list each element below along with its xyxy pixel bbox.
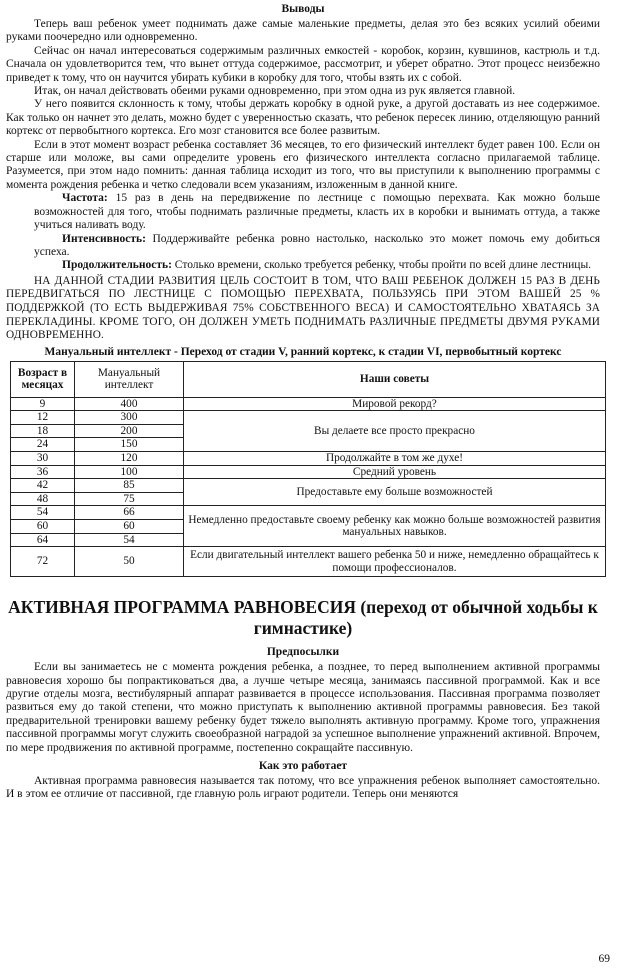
table-row	[11, 547, 606, 577]
cell-advice: Средний уровень	[184, 465, 606, 479]
table-row	[11, 397, 606, 411]
cell-iq: 100	[75, 465, 184, 479]
page-number: 69	[598, 953, 610, 965]
cell-age: 64	[11, 533, 75, 547]
duration-text: Столько времени, сколько требуется ребенку, чтобы пройти по всей длине лестницы.	[171, 259, 592, 272]
cell-age: 18	[11, 424, 75, 438]
cell-age: 24	[11, 438, 75, 452]
header-age: Возраст в месяцах	[11, 361, 75, 397]
cell-iq: 54	[75, 533, 184, 547]
subheading-how-it-works: Как это работает	[258, 760, 348, 773]
paragraph: Если в этот момент возраст ребенка составляет 36 месяцев, то его физический интеллект будет равен 100. Если он старше или моложе, вы сами определите уровень его физического интеллекта согласно прилагаемой таблице. Разумеется, при этом надо помнить: данная таблица исходит из того, что вы приступили к выполнению программы с момента рождения ребенка и четко следовали всем указаниям, изложенным в данной книге.	[6, 138, 600, 191]
goal-paragraph-caps: НА ДАННОЙ СТАДИИ РАЗВИТИЯ ЦЕЛЬ СОСТОИТ В ТОМ, ЧТО ВАШ РЕБЕНОК ДОЛЖЕН 15 РАЗ В ДЕНЬ ПЕРЕДВИГАТЬСЯ ПО ЛЕСТНИЦЕ С ПОМОЩЬЮ ПЕРЕХВАТА, ПОЛЬЗУЯСЬ ПРИ ЭТОМ ВАШЕЙ 25 % ПОДДЕРЖКОЙ (ТО ЕСТЬ ВЫДЕРЖИВАЯ 75% СОБСТВЕННОГО ВЕСА) И САМОСТОЯТЕЛЬНО ХВАТАЯСЬ ЗА ПЕРЕКЛАДИНЫ. КРОМЕ ТОГО, ОН ДОЛЖЕН УМЕТЬ ПОДНИМАТЬ РАЗЛИЧНЫЕ ПРЕДМЕТЫ ДВУМЯ РУКАМИ ОДНОВРЕМЕННО.	[6, 274, 600, 342]
frequency-text: 15 раз в день на передвижение по лестнице с помощью перехвата. Как можно больше возможностей для того, чтобы поднимать различные предметы, класть их в коробки и вынимать оттуда, а также учиться наливать воду.	[34, 192, 600, 232]
intensity-text: Поддерживайте ребенка ровно настолько, насколько это может помочь ему добиться успеха.	[34, 232, 600, 258]
manual-intelligence-table	[10, 361, 606, 578]
cell-iq: 60	[75, 520, 184, 534]
section-heading-conclusions: Выводы	[281, 3, 325, 15]
cell-age: 30	[11, 452, 75, 466]
cell-age: 60	[11, 520, 75, 534]
table-row	[11, 452, 606, 466]
table-row	[11, 465, 606, 479]
cell-iq: 300	[75, 411, 184, 425]
cell-age: 48	[11, 492, 75, 506]
paragraph: Итак, он начал действовать обеими руками одновременно, при этом одна из рук является главной.	[34, 85, 516, 98]
header-intelligence: Мануальный интеллект	[75, 361, 184, 397]
table-header-row	[11, 361, 606, 397]
duration-label: Продолжительность:	[62, 259, 172, 272]
cell-age: 12	[11, 411, 75, 425]
cell-iq: 150	[75, 438, 184, 452]
table-caption: Мануальный интеллект - Переход от стадии V, ранний кортекс, к стадии VI, первобытный кортекс	[44, 345, 562, 358]
subheading-prerequisites: Предпосылки	[266, 646, 340, 659]
cell-age: 42	[11, 479, 75, 493]
frequency-label: Частота:	[62, 192, 108, 205]
duration-paragraph	[34, 259, 600, 272]
cell-iq: 400	[75, 397, 184, 411]
cell-iq: 66	[75, 506, 184, 520]
cell-iq: 120	[75, 452, 184, 466]
cell-age: 72	[11, 547, 75, 577]
cell-age: 36	[11, 465, 75, 479]
frequency-paragraph	[34, 192, 600, 232]
intensity-label: Интенсивность:	[62, 232, 146, 245]
cell-advice: Немедленно предоставьте своему ребенку как можно больше возможностей развития мануальных навыков.	[184, 506, 606, 547]
cell-advice: Мировой рекорд?	[184, 397, 606, 411]
intensity-paragraph	[34, 233, 600, 260]
cell-advice: Если двигательный интеллект вашего ребенка 50 и ниже, немедленно обращайтесь к помощи профессионалов.	[184, 547, 606, 577]
cell-advice: Предоставьте ему больше возможностей	[184, 479, 606, 506]
cell-iq: 200	[75, 424, 184, 438]
header-advice: Наши советы	[184, 361, 606, 397]
cell-iq: 75	[75, 492, 184, 506]
paragraph: У него появится склонность к тому, чтобы держать коробку в одной руке, а другой доставать из нее содержимое. Как только он начнет это делать, можно будет с уверенностью сказать, что ребенок пересек линию, отделяющую ранний кортекс от первобытного кортекса. Его мозг становится все более развитым.	[6, 98, 600, 138]
paragraph: Активная программа равновесия называется так потому, что все упражнения ребенок выполняет самостоятельно. И в этом ее отличие от пассивной, где главную роль играют родители. Теперь они меняются	[6, 775, 600, 801]
cell-iq: 50	[75, 547, 184, 577]
table-row	[11, 506, 606, 520]
paragraph: Теперь ваш ребенок умеет поднимать даже самые маленькие предметы, делая это без всяких усилий обеими руками поочередно или одновременно.	[6, 18, 600, 44]
paragraph: Сейчас он начал интересоваться содержимым различных емкостей - коробок, корзин, кувшинов, кастрюль и т.д. Сначала он удовлетворится тем, что вынет оттуда содержимое, рассмотрит, и уберет обратно. Этот процесс неизбежно приведет к тому, что он научится убирать кубики в коробку для того, чтобы взять их с собой.	[6, 44, 600, 84]
cell-advice: Продолжайте в том же духе!	[184, 452, 606, 466]
table-row	[11, 411, 606, 425]
cell-age: 9	[11, 397, 75, 411]
cell-advice: Вы делаете все просто прекрасно	[184, 411, 606, 452]
paragraph: Если вы занимаетесь не с момента рождения ребенка, а позднее, то перед выполнением активной программы равновесия хорошо бы попрактиковаться два, а лучше четыре месяца, занимаясь пассивной программой. Как и все другие отделы мозга, вестибулярный аппарат развивается в процессе использования. Пассивная программа позволяет развиться ему до такой степени, что можно приступать к выполнению активной программы равновесия. Без такой предварительной тренировки вашему ребенку будет тяжело выполнять активную программу. Кроме того, упражнения пассивной программы могут служить своеобразной наградой за успешное выполнение упражнений активной. Впрочем, по мере продвижения по активной программе, постепенно сокращайте пассивную.	[6, 661, 600, 754]
table-row	[11, 479, 606, 493]
cell-age: 54	[11, 506, 75, 520]
chapter-heading-active-balance: АКТИВНАЯ ПРОГРАММА РАВНОВЕСИЯ (переход от обычной ходьбы к гимнастике)	[8, 597, 598, 639]
cell-iq: 85	[75, 479, 184, 493]
